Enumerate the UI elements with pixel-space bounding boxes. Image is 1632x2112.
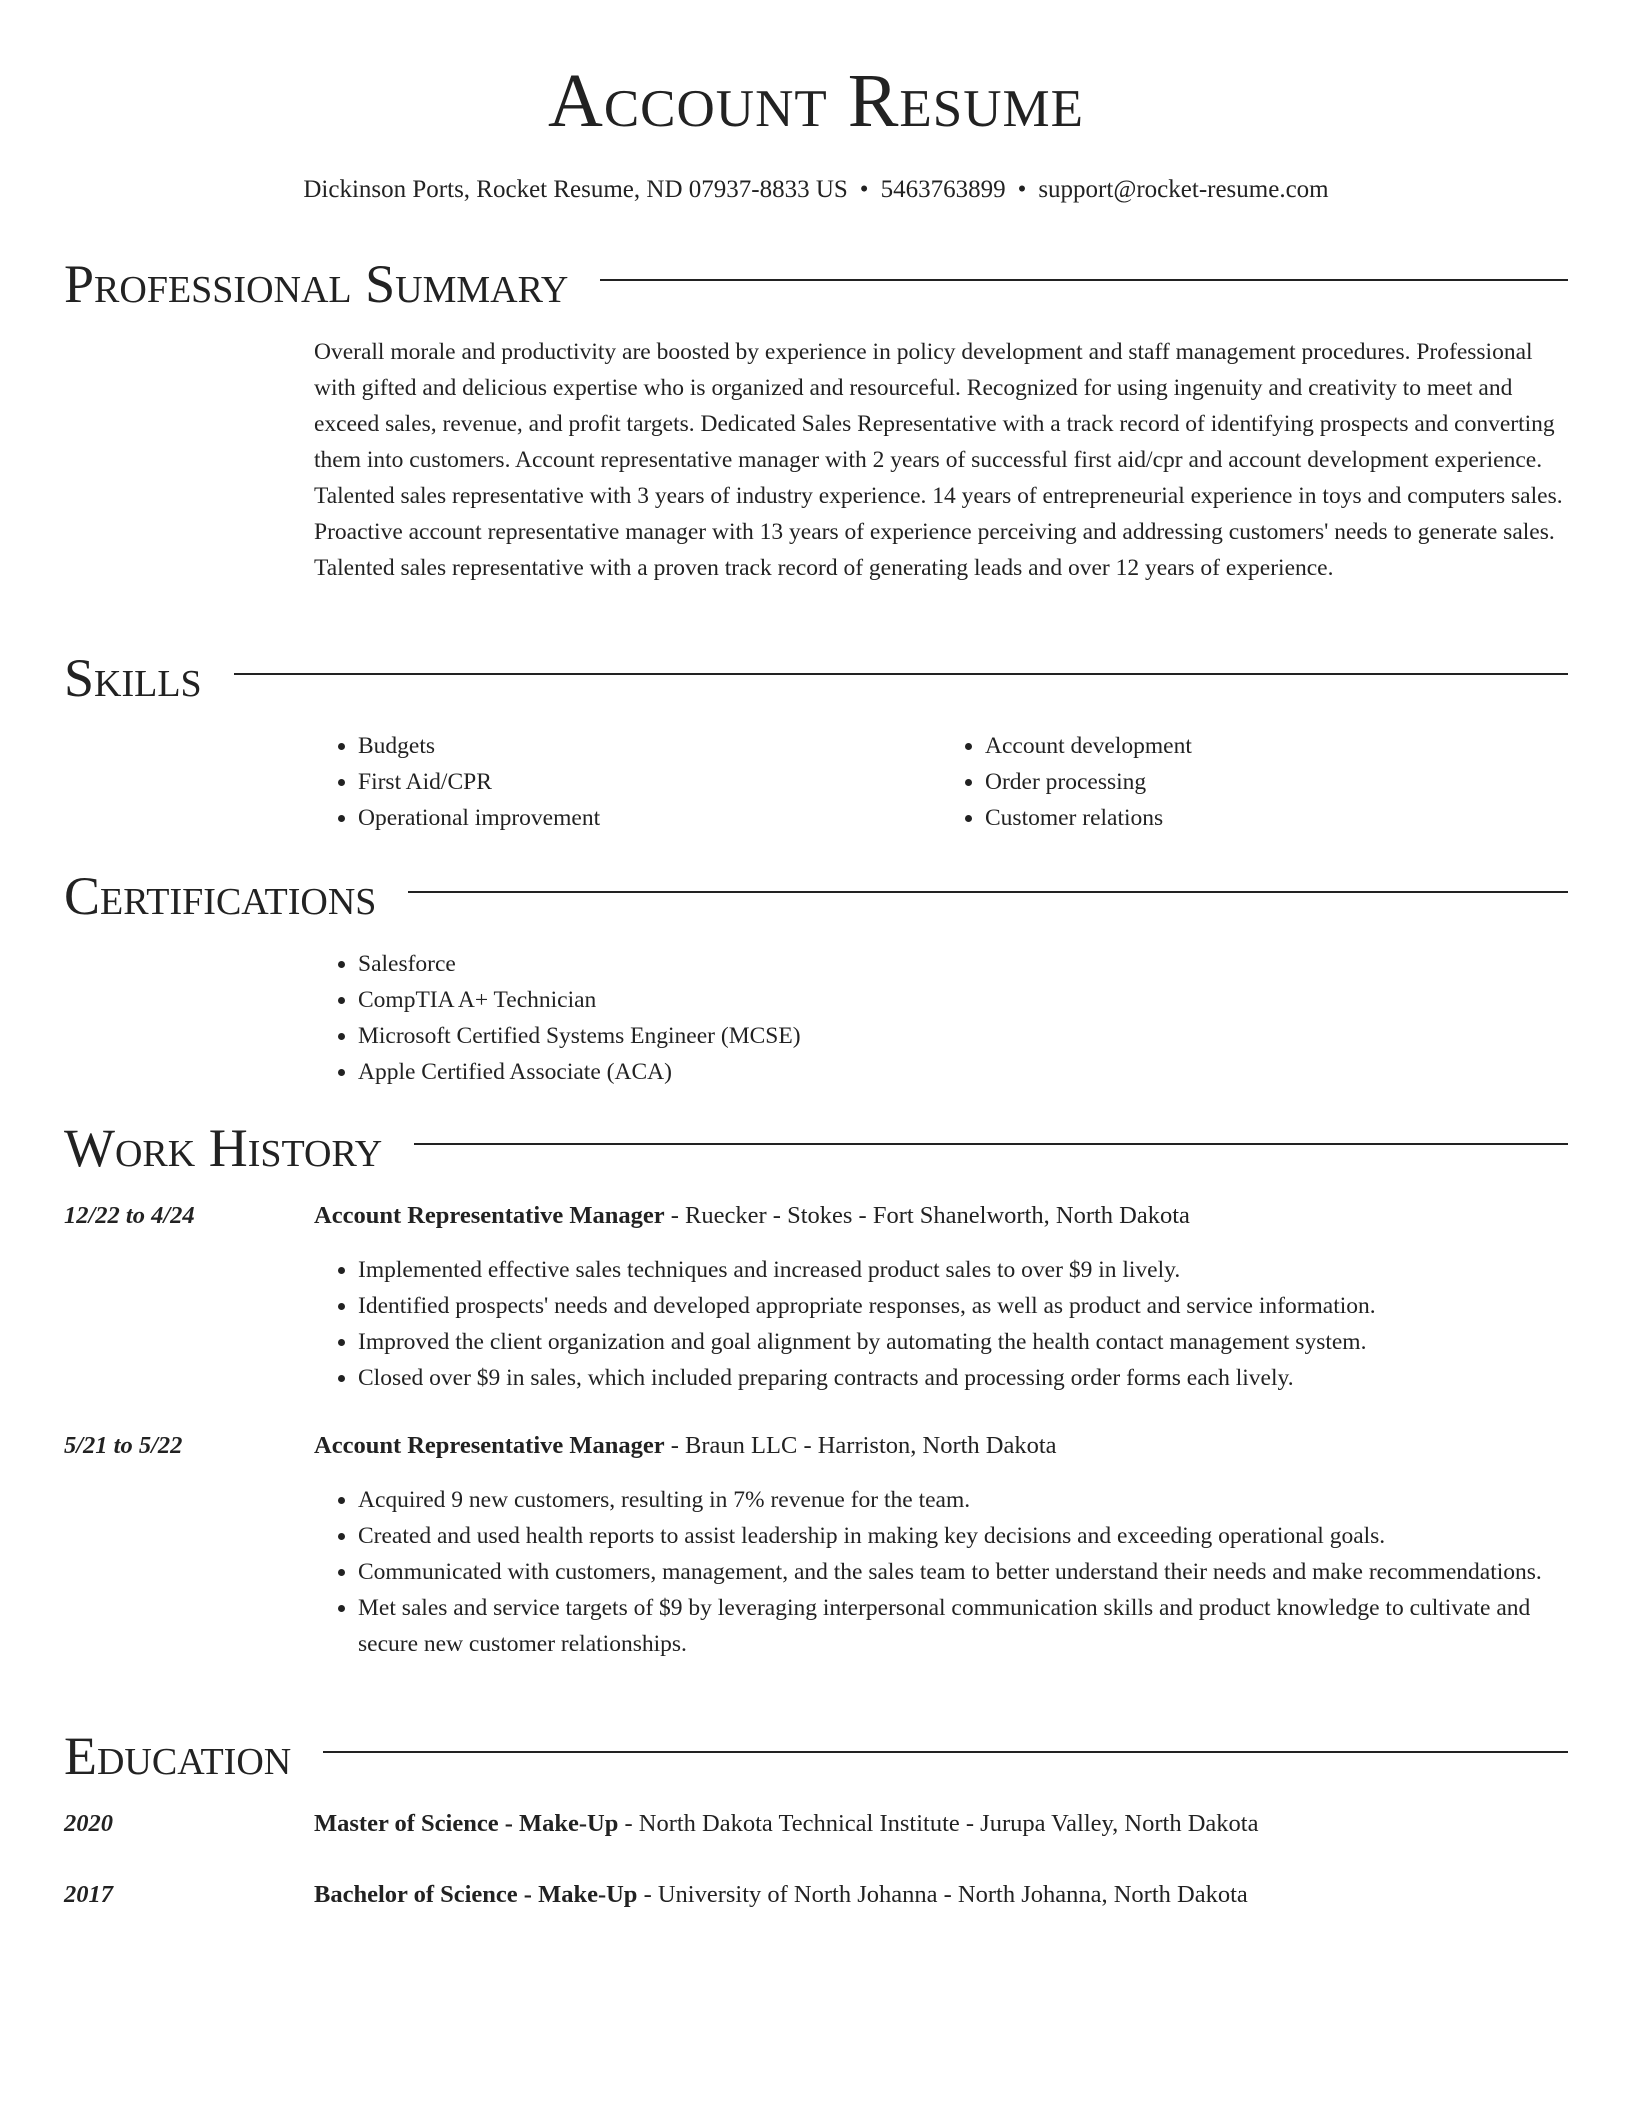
summary-text: Overall morale and productivity are boosted by experience in policy development and staff management procedures. Professional with gifted and delicious expertise who is organized and resourceful. Recognized for using ingenuity and creativity to meet and exceed sales, revenue, and profit targets. Dedicated Sales Representative with a track record of identifying prospects and converting them into customers. Account representative manager with 2 years of successful first aid/cpr and account development experience. Talented sales representative with 3 years of industry experience. 14 years of entrepreneurial experience in toys and computers sales. Proactive account representative manager with 13 years of experience perceiving and addressing customers' needs to generate sales. Talented sales representative with a proven track record of generating leads and over 12 years of experience. <box>314 339 1563 581</box>
certifications-list <box>314 946 1568 1090</box>
skills-list-left <box>314 728 941 836</box>
section-divider <box>234 673 1568 675</box>
certifications-heading: Certifications <box>64 866 377 926</box>
section-divider <box>323 1751 1568 1753</box>
contact-phone: 5463763899 <box>880 176 1006 203</box>
education-details: - University of North Johanna - North Johanna, North Dakota <box>637 1881 1248 1908</box>
summary-section-header <box>64 252 1568 316</box>
education-degree: Master of Science - Make-Up <box>314 1810 619 1837</box>
job-bullets-block <box>314 1252 1568 1396</box>
skills-heading: Skills <box>64 648 202 708</box>
certification-item: • Microsoft Certified Systems Engineer (MCSE) <box>358 1018 1568 1054</box>
job-title-line <box>314 1428 1568 1464</box>
skill-item: • Budgets <box>358 728 941 764</box>
skill-item: • First Aid/CPR <box>358 764 941 800</box>
contact-line <box>64 172 1568 208</box>
certifications-section-header <box>64 864 1568 928</box>
skill-item: • Order processing <box>985 764 1568 800</box>
job-details: - Braun LLC - Harriston, North Dakota <box>664 1432 1057 1459</box>
work-heading: Work History <box>64 1118 383 1178</box>
education-heading: Education <box>64 1726 292 1786</box>
job-title: Account Representative Manager <box>314 1432 665 1459</box>
summary-body <box>314 334 1568 586</box>
job-bullet: • Improved the client organization and goal alignment by automating the health contact management system. <box>358 1324 1568 1360</box>
skill-item: • Operational improvement <box>358 800 941 836</box>
contact-email: support@rocket-resume.com <box>1038 176 1329 203</box>
education-degree: Bachelor of Science - Make-Up <box>314 1881 638 1908</box>
job-bullets <box>314 1252 1568 1396</box>
education-line <box>314 1806 1568 1842</box>
job-bullet: • Implemented effective sales techniques and increased product sales to over $9 in lively. <box>358 1252 1568 1288</box>
skills-body <box>314 728 1568 836</box>
job-dates: 12/22 to 4/24 <box>64 1202 195 1229</box>
skills-section-header <box>64 646 1568 710</box>
education-details: - North Dakota Technical Institute - Jurupa Valley, North Dakota <box>618 1810 1259 1837</box>
skill-item: • Account development <box>985 728 1568 764</box>
job-bullets-block <box>314 1482 1568 1662</box>
job-bullet: • Met sales and service targets of $9 by leveraging interpersonal communication skills and product knowledge to cultivate and secure new customer relationships. <box>358 1590 1568 1662</box>
section-divider <box>414 1143 1568 1145</box>
certification-item: • Apple Certified Associate (ACA) <box>358 1054 1568 1090</box>
education-line <box>314 1877 1568 1913</box>
education-year: 2020 <box>64 1810 113 1837</box>
job-title: Account Representative Manager <box>314 1202 665 1229</box>
certifications-body <box>314 946 1568 1090</box>
certification-item: • Salesforce <box>358 946 1568 982</box>
section-divider <box>408 891 1568 893</box>
job-bullet: • Created and used health reports to assist leadership in making key decisions and exceeding operational goals. <box>358 1518 1568 1554</box>
contact-separator: • <box>859 176 869 203</box>
job-bullets <box>314 1482 1568 1662</box>
job-title-line <box>314 1198 1568 1234</box>
certification-item: • CompTIA A+ Technician <box>358 982 1568 1018</box>
education-year: 2017 <box>64 1881 113 1908</box>
work-section-header <box>64 1116 1568 1180</box>
resume-name: Account Resume <box>547 59 1085 143</box>
job-dates: 5/21 to 5/22 <box>64 1432 183 1459</box>
job-details: - Ruecker - Stokes - Fort Shanelworth, North Dakota <box>664 1202 1190 1229</box>
skills-list-right <box>941 728 1568 836</box>
job-bullet: • Acquired 9 new customers, resulting in 7% revenue for the team. <box>358 1482 1568 1518</box>
skill-item: • Customer relations <box>985 800 1568 836</box>
contact-separator: • <box>1017 176 1027 203</box>
summary-heading: Professional Summary <box>64 254 569 314</box>
section-divider <box>600 279 1568 281</box>
contact-address: Dickinson Ports, Rocket Resume, ND 07937-8833 US <box>303 176 848 203</box>
education-section-header <box>64 1724 1568 1788</box>
job-bullet: • Communicated with customers, management, and the sales team to better understand their needs and make recommendations. <box>358 1554 1568 1590</box>
job-bullet: • Closed over $9 in sales, which included preparing contracts and processing order forms each lively. <box>358 1360 1568 1396</box>
job-bullet: • Identified prospects' needs and developed appropriate responses, as well as product and service information. <box>358 1288 1568 1324</box>
skills-columns <box>314 728 1568 836</box>
